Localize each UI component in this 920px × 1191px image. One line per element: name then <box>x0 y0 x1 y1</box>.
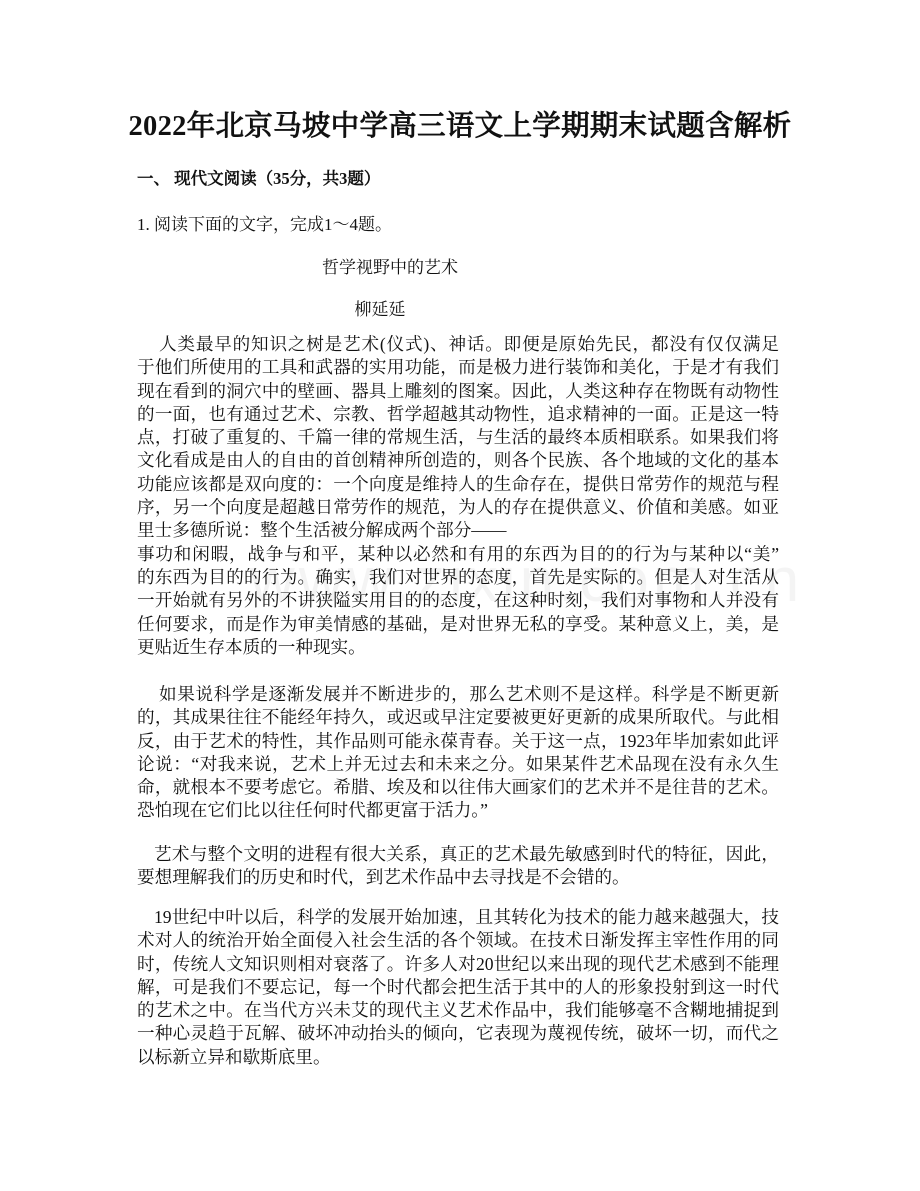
text-line: 解，可是我们不要忘记，每一个时代都会把生活于其中的人的形象投射到这一时代 <box>137 976 779 997</box>
text-line: 要想理解我们的历史和时代，到艺术作品中去寻找是不会错的。 <box>137 867 630 888</box>
text-line: 任何要求，而是作为审美情感的基础，是对世界无私的享受。某种意义上，美，是 <box>137 613 779 634</box>
paragraph-2 <box>137 683 779 823</box>
text-line: 的，其成果往往不能经年持久，或迟或早注定要被更好更新的成果所取代。与此相 <box>137 707 779 728</box>
text-line: 恐怕现在它们比以往任何时代都更富于活力。” <box>137 800 488 821</box>
text-line: 反，由于艺术的特性，其作品则可能永葆青春。关于这一点，1923年毕加索如此评 <box>137 730 779 751</box>
text-line: 的东西为目的的行为。确实，我们对世界的态度，首先是实际的。但是人对生活从 <box>137 566 779 587</box>
text-line: 现在看到的洞穴中的壁画、器具上雕刻的图案。因此，人类这种存在物既有动物性 <box>137 380 779 401</box>
text-line: 于他们所使用的工具和武器的实用功能，而是极力进行装饰和美化，于是才有我们 <box>137 357 779 378</box>
text-line: 点，打破了重复的、千篇一律的常规生活，与生活的最终本质相联系。如果我们将 <box>137 427 779 448</box>
text-line: 更贴近生存本质的一种现实。 <box>137 636 366 657</box>
document-title: 2022年北京马坡中学高三语文上学期期末试题含解析 <box>128 111 792 142</box>
article-title: 哲学视野中的艺术 <box>322 258 458 277</box>
text-line: 功能应该都是双向度的：一个向度是维持人的生命存在，提供日常劳作的规范与程 <box>137 473 779 494</box>
text-line: 人类最早的知识之树是艺术(仪式)、神话。即便是原始先民，都没有仅仅满足 <box>159 334 779 354</box>
text-line: 里士多德所说：整个生活被分解成两个部分—— <box>137 520 507 541</box>
text-line: 论说：“对我来说，艺术上并无过去和未来之分。如果某件艺术品现在没有永久生 <box>137 753 779 774</box>
text-line: 命，就根本不要考虑它。希腊、埃及和以往伟大画家们的艺术并不是往昔的艺术。 <box>137 777 779 798</box>
paragraph-3 <box>137 843 779 890</box>
text-line: 序，另一个向度是超越日常劳作的规范，为人的存在提供意义、价值和美感。如亚 <box>137 497 779 518</box>
text-line: 术对人的统治开始全面侵入社会生活的各个领域。在技术日渐发挥主宰性作用的同 <box>137 930 779 951</box>
text-line: 以标新立异和歇斯底里。 <box>137 1046 331 1067</box>
text-line: 一开始就有另外的不讲狭隘实用目的的态度，在这种时刻，我们对事物和人并没有 <box>137 590 779 611</box>
text-line: 的艺术之中。在当代方兴未艾的现代主义艺术作品中，我们能够毫不含糊地捕捉到 <box>137 1000 779 1021</box>
paragraph-1 <box>137 333 779 659</box>
question-instruction: 1. 阅读下面的文字，完成1～4题。 <box>137 215 392 234</box>
paragraph-4 <box>137 906 779 1069</box>
text-line: 如果说科学是逐渐发展并不断进步的，那么艺术则不是这样。科学是不断更新 <box>159 684 779 704</box>
text-line: 事功和闲暇，战争与和平，某种以必然和有用的东西为目的的行为与某种以“美” <box>137 543 779 564</box>
text-line: 文化看成是由人的自由的首创精神所创造的，则各个民族、各个地域的文化的基本 <box>137 450 779 471</box>
text-line: 艺术与整个文明的进程有很大关系，真正的艺术最先敏感到时代的特征，因此， <box>154 844 779 864</box>
text-line: 一种心灵趋于瓦解、破坏冲动抬头的倾向，它表现为蔑视传统，破坏一切，而代之 <box>137 1023 779 1044</box>
text-line: 的一面，也有通过艺术、宗教、哲学超越其动物性，追求精神的一面。正是这一特 <box>137 403 779 424</box>
text-line: 时，传统人文知识则相对衰落了。许多人对20世纪以来出现的现代艺术感到不能理 <box>137 953 779 974</box>
text-line: 19世纪中叶以后，科学的发展开始加速，且其转化为技术的能力越来越强大，技 <box>154 907 779 927</box>
article-author: 柳延延 <box>354 300 406 319</box>
section-heading: 一、 现代文阅读（35分，共3题） <box>137 169 381 188</box>
